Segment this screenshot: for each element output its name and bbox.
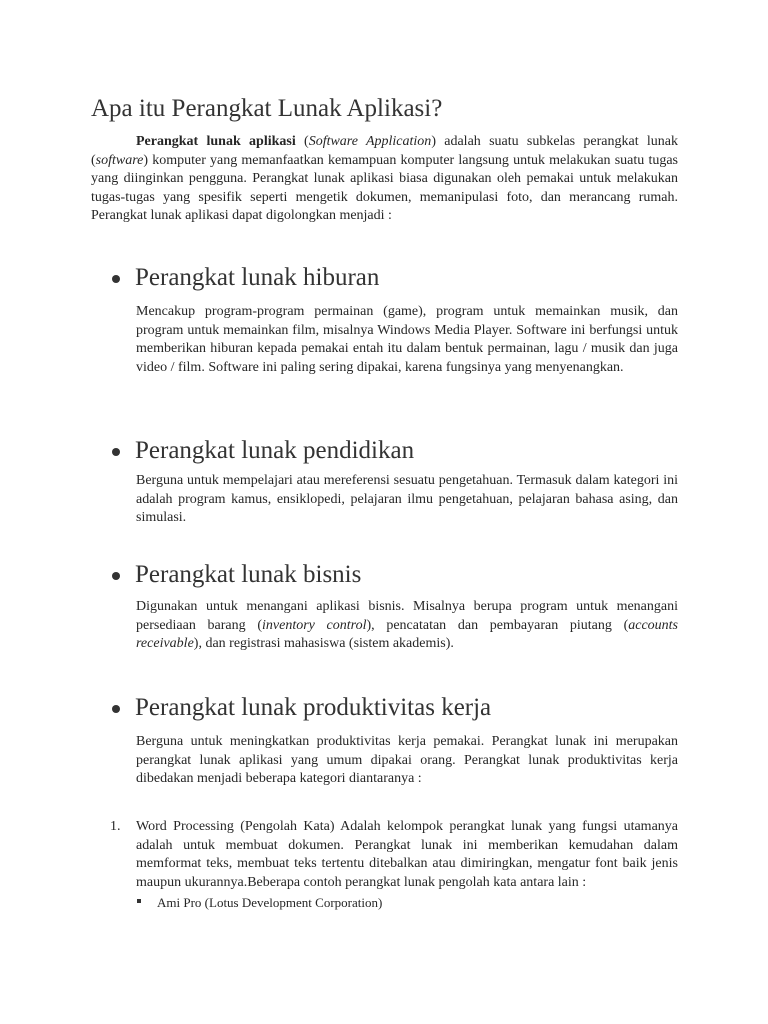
list-number: 1. [110, 819, 121, 834]
section-heading-text: Perangkat lunak pendidikan [135, 437, 415, 464]
section-heading-text: Perangkat lunak produktivitas kerja [135, 694, 492, 721]
section-body-pendidikan: Berguna untuk mempelajari atau mereferensi sesuatu pengetahuan. Termasuk dalam kategori ini adalah program kamus, ensiklopedi, pelajaran ilmu pengetahuan, pelajaran bahasa asing, dan simulasi. [136, 473, 678, 525]
bullet-icon [112, 448, 120, 456]
bisnis-text-b: ), pencatatan dan pembayaran piutang ( [366, 617, 629, 633]
bullet-icon [112, 572, 120, 580]
intro-italic-software: software [95, 152, 144, 168]
bisnis-italic-a: inventory control [262, 617, 367, 633]
intro-text-2: ) komputer yang memanfaatkan kemampuan komputer langsung untuk melakukan suatu tugas yang diinginkan pengguna. Perangkat lunak aplikasi biasa digunakan oleh pemakai untuk melakukan tugas-tugas yang spesifik seperti mengetik dokumen, memanipulasi foto, dan merancang rumah. Perangkat lunak aplikasi dapat digolongkan menjadi : [91, 152, 678, 223]
bisnis-text-a: Digunakan untuk menangani aplikasi bisnis. Misalnya berupa program untuk menangani persediaan barang ( [136, 599, 678, 633]
bisnis-italic-b: accounts receivable [136, 617, 678, 651]
section-heading-text: Perangkat lunak hiburan [135, 264, 380, 291]
bullet-icon [112, 705, 120, 713]
list-text: Word Processing (Pengolah Kata) Adalah kelompok perangkat lunak yang fungsi utamanya adalah untuk membuat dokumen. Perangkat lunak ini memberikan kemudahan dalam memformat teks, membuat teks tertentu ditebalkan atau dimiringkan, mengatur font baik jenis maupun ukurannya.Beberapa contoh perangkat lunak pengolah kata antara lain : [136, 819, 678, 890]
section-heading-pendidikan [112, 437, 414, 465]
intro-text-1: ) adalah suatu subkelas perangkat lunak ( [91, 134, 678, 168]
section-heading-produktivitas [112, 694, 491, 722]
intro-italic-term: Software Application [308, 134, 432, 149]
sub-list-item [137, 894, 382, 911]
bisnis-text-c: ), dan registrasi mahasiswa (sistem akademis). [193, 636, 454, 651]
section-body-hiburan: Mencakup program-program permainan (game), program untuk memainkan musik, dan program untuk memainkan film, misalnya Windows Media Player. Software ini berfungsi untuk memberikan hiburan kepada pemakai entah itu dalam bentuk permainan, lagu / musik dan juga video / film. Software ini paling sering dipakai, karena fungsinya yang menyenangkan. [136, 304, 678, 375]
intro-paren-open: ( [295, 134, 309, 149]
intro-bold-term: Perangkat lunak aplikasi [136, 134, 296, 149]
intro-paragraph [91, 133, 678, 226]
section-body-bisnis [136, 598, 678, 654]
bullet-icon [112, 275, 120, 283]
section-heading-bisnis [112, 561, 361, 589]
section-heading-text: Perangkat lunak bisnis [135, 561, 362, 588]
section-heading-hiburan [112, 264, 379, 292]
sub-list-text: Ami Pro (Lotus Development Corporation) [157, 895, 383, 910]
section-body-produktivitas: Berguna untuk meningkatkan produktivitas kerja pemakai. Perangkat lunak ini merupakan perangkat lunak aplikasi yang umum dipakai orang. Perangkat lunak produktivitas kerja dibedakan menjadi beberapa kategori diantaranya : [136, 734, 678, 786]
square-bullet-icon [137, 899, 141, 903]
page-title: Apa itu Perangkat Lunak Aplikasi? [91, 95, 443, 122]
